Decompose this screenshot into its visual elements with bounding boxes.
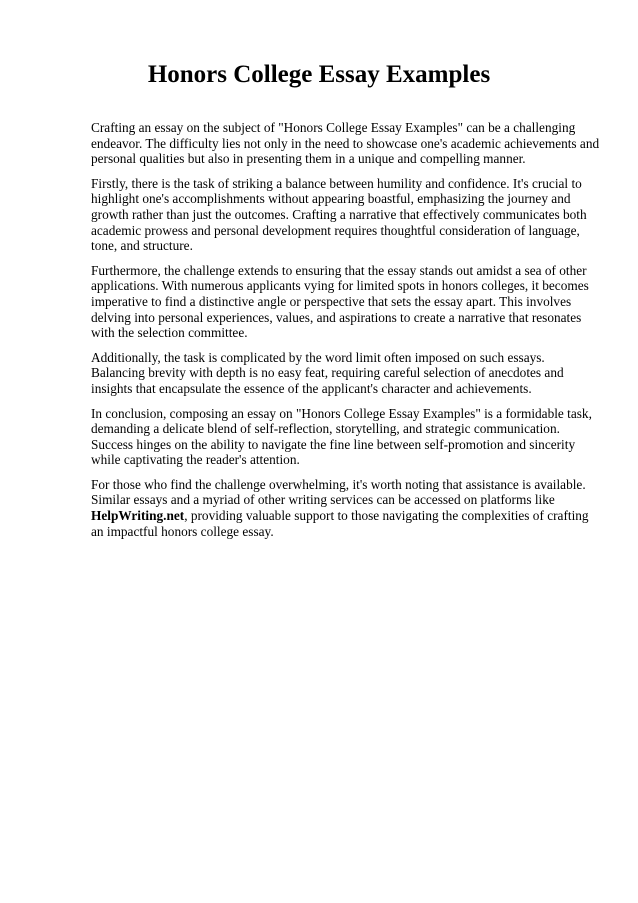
page-title: Honors College Essay Examples <box>147 61 491 88</box>
paragraph-balance: Firstly, there is the task of striking a balance between humility and confidence. It's crucial to highlight one's accomplishments without appearing boastful, emphasizing the journey and growth rather than just the outcomes. Crafting a narrative that effectively communicates both academic prowess and personal development requires thoughtful consideration of language, tone, and structure. <box>91 175 587 254</box>
paragraph-word-limit: Additionally, the task is complicated by the word limit often imposed on such essays. Balancing brevity with depth is no easy feat, requiring careful selection of anecdotes and insights that encapsulate the essence of the applicant's character and achievements. <box>91 349 564 396</box>
helpwriting-link[interactable]: HelpWriting.net <box>91 508 185 524</box>
assistance-text-after: , providing valuable support to those navigating the complexities of crafting an impactful honors college essay. <box>91 508 589 539</box>
paragraph-stand-out: Furthermore, the challenge extends to ensuring that the essay stands out amidst a sea of other applications. With numerous applicants vying for limited spots in honors colleges, it becomes imperative to find a distinctive angle or perspective that sets the essay apart. This involves delving into personal experiences, values, and aspirations to create a narrative that resonates with the selection committee. <box>91 262 589 341</box>
paragraph-assistance <box>91 477 601 539</box>
assistance-text-before: For those who find the challenge overwhelming, it's worth noting that assistance is available. Similar essays and a myriad of other writing services can be accessed on platforms like <box>91 476 586 508</box>
paragraph-conclusion: In conclusion, composing an essay on "Honors College Essay Examples" is a formidable task, demanding a delicate blend of self-reflection, storytelling, and strategic communication. Success hinges on the ability to navigate the fine line between self-promotion and sincerity while captivating the reader's attention. <box>91 405 592 468</box>
document-body <box>91 120 601 548</box>
paragraph-intro: Crafting an essay on the subject of "Honors College Essay Examples" can be a challenging endeavor. The difficulty lies not only in the need to showcase one's academic achievements and personal qualities but also in presenting them in a unique and compelling manner. <box>91 120 600 167</box>
